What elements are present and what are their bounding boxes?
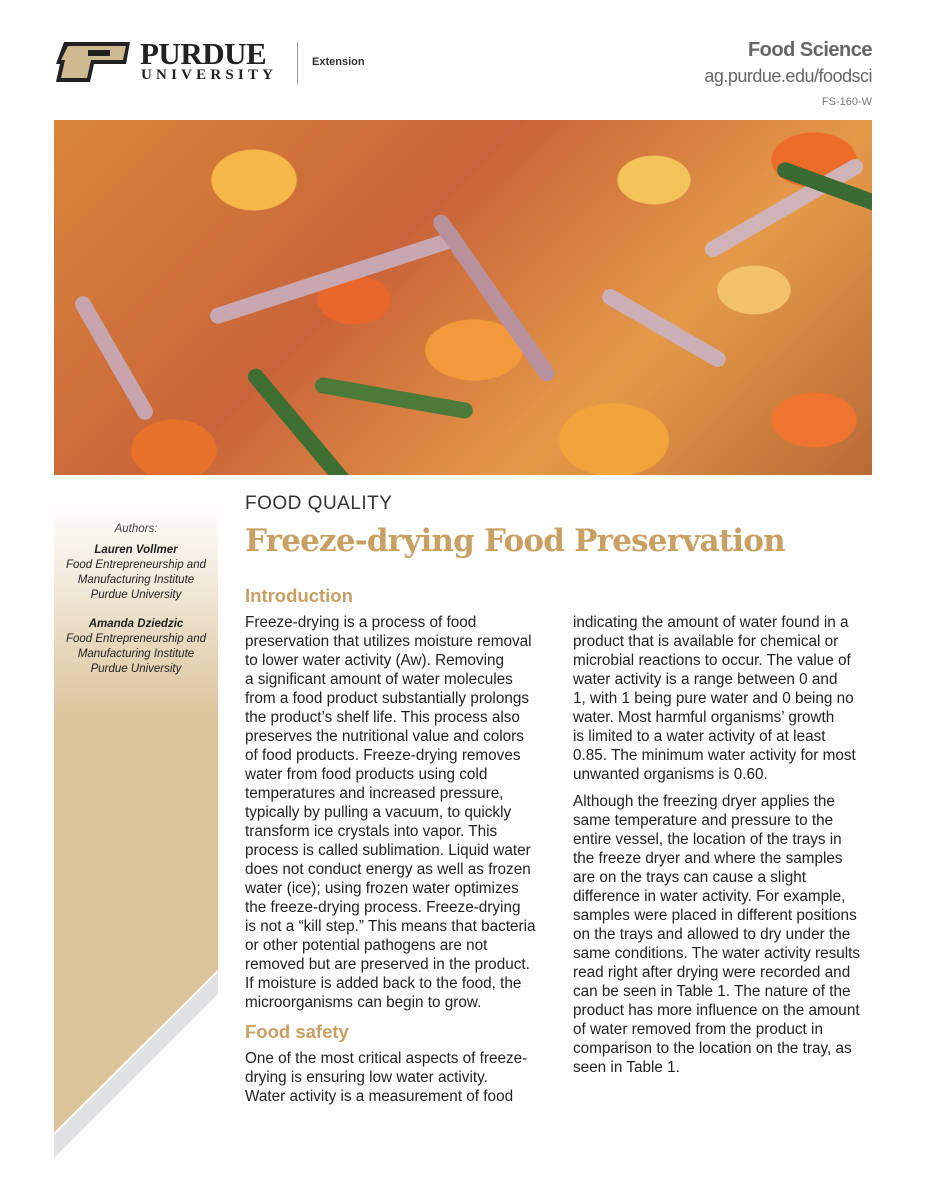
text-line: 1, with 1 being pure water and 0 being no xyxy=(573,690,854,707)
text-line: a significant amount of water molecules xyxy=(245,671,513,688)
text-line: transform ice crystals into vapor. This xyxy=(245,823,498,840)
text-line: does not conduct energy as well as frozen xyxy=(245,861,531,878)
food-safety-text xyxy=(245,1049,527,1106)
text-line: removed but are preserved in the product. xyxy=(245,956,530,973)
text-line: unwanted organisms is 0.60. xyxy=(573,766,768,783)
text-line: water from food products using cold xyxy=(245,766,488,783)
text-line: comparison to the location on the tray, as xyxy=(573,1040,852,1057)
author-affiliation: Purdue University xyxy=(90,589,182,601)
freeze-dried-vegetables-photo xyxy=(54,120,872,475)
text-line: water. Most harmful organisms’ growth xyxy=(573,709,835,726)
text-line: water (ice); using frozen water optimizes xyxy=(245,880,519,897)
author xyxy=(54,543,218,603)
text-line: are on the trays can cause a slight xyxy=(573,869,806,886)
text-line: Water activity is a measurement of food xyxy=(245,1088,514,1105)
text-line: Freeze-drying is a process of food xyxy=(245,614,477,631)
publication-code: FS-160-W xyxy=(821,96,872,108)
section-heading-introduction: Introduction xyxy=(245,585,353,606)
text-line: microbial reactions to occur. The value of xyxy=(573,652,851,669)
text-line: the freeze dryer and where the samples xyxy=(573,850,843,867)
text-line: 0.85. The minimum water activity for most xyxy=(573,747,856,764)
right-column-paragraph-2 xyxy=(573,792,860,1077)
text-line: is limited to a water activity of at least xyxy=(573,728,826,745)
text-line: can be seen in Table 1. The nature of the xyxy=(573,983,851,1000)
purdue-wordmark: PURDUE xyxy=(140,36,267,71)
university-wordmark: UNIVERSITY xyxy=(141,67,278,83)
text-line: the freeze-drying process. Freeze-drying xyxy=(245,899,521,916)
text-line: on the trays and allowed to dry under the xyxy=(573,926,851,943)
text-line: If moisture is added back to the food, the xyxy=(245,975,522,992)
text-line: same temperature and pressure to the xyxy=(573,812,834,829)
text-line: preserves the nutritional value and colors xyxy=(245,728,524,745)
extension-label: Extension xyxy=(312,56,365,68)
text-line: difference in water activity. For example, xyxy=(573,888,846,905)
text-line: same conditions. The water activity results xyxy=(573,945,861,962)
text-line: product that is available for chemical or xyxy=(573,633,839,650)
text-line: to lower water activity (Aw). Removing xyxy=(245,652,504,669)
authors-label: Authors: xyxy=(114,523,158,535)
text-line: from a food product substantially prolongs xyxy=(245,690,530,707)
section-heading-food-safety: Food safety xyxy=(245,1021,349,1042)
text-line: entire vessel, the location of the trays in xyxy=(573,831,842,848)
text-line: product has more influence on the amount xyxy=(573,1002,860,1019)
right-column-paragraph-1 xyxy=(573,613,856,784)
author-affiliation: Purdue University xyxy=(90,663,182,675)
authors-block xyxy=(54,522,218,691)
text-line: Although the freezing dryer applies the xyxy=(573,793,835,810)
text-line: samples were placed in different positions xyxy=(573,907,857,924)
author xyxy=(54,617,218,677)
text-line: read right after drying were recorded and xyxy=(573,964,851,981)
author-affiliation: Manufacturing Institute xyxy=(77,574,195,586)
author-name: Amanda Dziedzic xyxy=(88,618,184,630)
text-line: One of the most critical aspects of freeze- xyxy=(245,1050,528,1067)
text-line: drying is ensuring low water activity. xyxy=(245,1069,488,1086)
header-divider xyxy=(297,42,298,84)
text-line: typically by pulling a vacuum, to quickly xyxy=(245,804,512,821)
author-affiliation: Manufacturing Institute xyxy=(77,648,195,660)
text-line: process is called sublimation. Liquid water xyxy=(245,842,531,859)
author-affiliation: Food Entrepreneurship and xyxy=(65,633,206,645)
text-line: microorganisms can begin to grow. xyxy=(245,994,482,1011)
text-line: is not a “kill step.” This means that bacteria xyxy=(245,918,536,935)
department-url[interactable]: ag.purdue.edu/foodsci xyxy=(704,66,872,86)
text-line: of food products. Freeze-drying removes xyxy=(245,747,521,764)
text-line: indicating the amount of water found in a xyxy=(573,614,849,631)
text-line: the product’s shelf life. This process also xyxy=(245,709,520,726)
author-name: Lauren Vollmer xyxy=(94,544,178,556)
author-affiliation: Food Entrepreneurship and xyxy=(65,559,206,571)
text-line: preservation that utilizes moisture removal xyxy=(245,633,532,650)
text-line: of water removed from the product in xyxy=(573,1021,823,1038)
introduction-text xyxy=(245,613,535,1012)
text-line: water activity is a range between 0 and xyxy=(573,671,838,688)
department-name: Food Science xyxy=(747,39,872,61)
text-line: or other potential pathogens are not xyxy=(245,937,488,954)
text-line: seen in Table 1. xyxy=(573,1059,680,1076)
text-line: temperatures and increased pressure, xyxy=(245,785,504,802)
category-kicker: FOOD QUALITY xyxy=(245,493,393,514)
article-title: Freeze-drying Food Preservation xyxy=(245,523,785,559)
